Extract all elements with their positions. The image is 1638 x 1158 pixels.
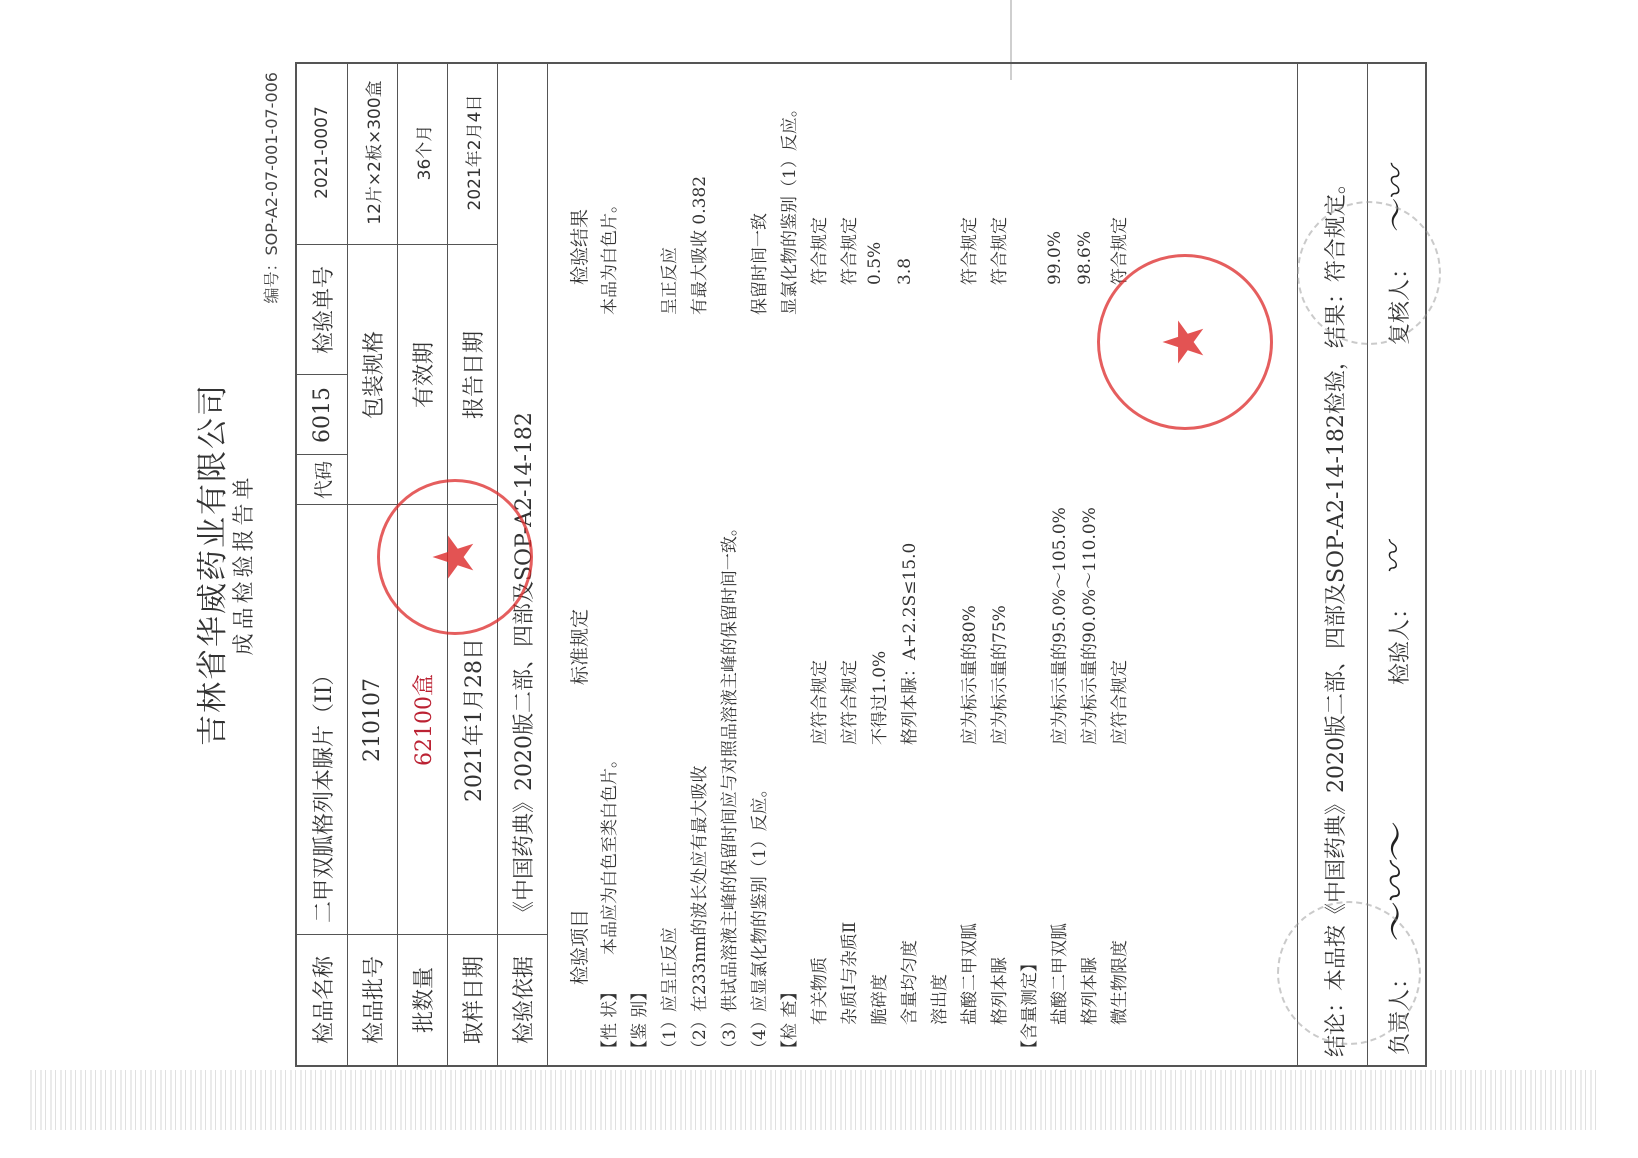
id4-result: 显氯化物的鉴别（1）反应。 — [780, 100, 800, 315]
micro-standard: 应符合规定 — [1110, 660, 1130, 745]
doc-number: 编号：SOP-A2-07-001-07-006 — [262, 72, 281, 304]
related-result: 符合规定 — [810, 217, 830, 285]
metformin-dissolution-result: 符合规定 — [960, 217, 980, 285]
glib-dissolution-label: 格列本脲 — [990, 957, 1010, 1025]
report-date-label: 报告日期 — [461, 331, 487, 420]
basis-label: 检验依据 — [511, 956, 537, 1045]
impurity-label: 杂质Ⅰ与杂质Ⅱ — [840, 921, 860, 1025]
glib-assay-result: 98.6% — [1075, 230, 1095, 285]
product-name-label: 检品名称 — [311, 956, 337, 1045]
related-standard: 应符合规定 — [810, 660, 830, 745]
basis: 《中国药典》2020版二部、四部及SOP-A2-14-182 — [511, 412, 537, 923]
responsible-label: 负责人： — [1388, 966, 1413, 1055]
product-name: 二甲双胍格列本脲片（II） — [311, 663, 337, 923]
inspector-signature: 〰 — [1375, 542, 1413, 575]
conclusion: 结论：本品按《中国药典》2020版二部、四部及SOP-A2-14-182检验，结果：符合规定。 — [1324, 172, 1349, 1057]
character-label: 【性 状】 — [600, 983, 620, 1057]
red-seal-top: ★ — [377, 479, 533, 635]
assay-label: 【含量测定】 — [1020, 955, 1040, 1057]
gray-seal-left — [1277, 901, 1421, 1045]
code-label: 代码 — [312, 461, 335, 500]
validity: 36个月 — [414, 124, 435, 181]
related-label: 有关物质 — [810, 957, 830, 1025]
column-item: 检验项目 — [569, 908, 591, 985]
id1: （1）应呈正反应 — [660, 927, 680, 1057]
uniformity-label: 含量均匀度 — [900, 940, 920, 1025]
batch-no-label: 检品批号 — [361, 956, 387, 1045]
report-no: 2021-0007 — [312, 106, 332, 199]
report-no-label: 检验单号 — [311, 266, 337, 355]
report-title: 成品检验报告单 — [232, 473, 257, 656]
sampling-date-label: 取样日期 — [461, 956, 487, 1045]
gray-seal-right — [1297, 201, 1441, 345]
report-table — [295, 62, 1427, 1067]
character-result: 本品为白色片。 — [600, 196, 620, 315]
micro-result: 符合规定 — [1110, 217, 1130, 285]
reviewer-signature: 〜〰 — [1377, 167, 1417, 235]
glib-dissolution-result: 符合规定 — [990, 217, 1010, 285]
uniformity-result: 3.8 — [895, 257, 915, 285]
code: 6015 — [309, 387, 335, 443]
metformin-assay-result: 99.0% — [1045, 230, 1065, 285]
id1-result: 呈正反应 — [660, 247, 680, 315]
dissolution-label: 溶出度 — [930, 974, 950, 1025]
micro-label: 微生物限度 — [1110, 940, 1130, 1025]
column-standard: 标准规定 — [569, 608, 591, 685]
impurity-standard: 应符合规定 — [840, 660, 860, 745]
report-date: 2021年2月4日 — [464, 94, 485, 211]
check-label: 【检 查】 — [780, 983, 800, 1057]
friability-label: 脆碎度 — [870, 974, 890, 1025]
glib-assay-standard: 应为标示量的90.0%～110.0% — [1080, 507, 1100, 745]
impurity-result: 符合规定 — [840, 217, 860, 285]
inspection-report — [187, 62, 1432, 1067]
red-seal-quality: ★ — [1097, 254, 1273, 430]
id2: （2）在233nm的波长处应有最大吸收 — [690, 765, 710, 1057]
package: 12片×2板×300盒 — [364, 80, 385, 225]
glib-dissolution-standard: 应为标示量的75% — [990, 605, 1010, 745]
uniformity-standard: 格列本脲：A+2.2S≤15.0 — [900, 542, 920, 745]
quantity-label: 批数量 — [411, 967, 437, 1034]
validity-label: 有效期 — [411, 342, 437, 409]
company-name: 吉林省华威药业有限公司 — [195, 383, 231, 746]
character-standard: 本品应为白色至类白色片。 — [600, 751, 620, 955]
sampling-date: 2021年1月28日 — [461, 638, 487, 802]
identification-label: 【鉴 别】 — [630, 983, 650, 1057]
metformin-assay-label: 盐酸二甲双胍 — [1050, 923, 1070, 1025]
metformin-dissolution-label: 盐酸二甲双胍 — [960, 923, 980, 1025]
responsible-signature: 〜〰〜 — [1374, 825, 1420, 945]
id2-result: 有最大吸收 0.382 — [690, 175, 710, 315]
id4: （4）应显氯化物的鉴别（1）反应。 — [750, 780, 770, 1057]
id3-result: 保留时间一致 — [750, 213, 770, 315]
friability-standard: 不得过1.0% — [870, 650, 890, 745]
scan-noise-strip — [30, 1070, 1600, 1130]
glib-assay-label: 格列本脲 — [1080, 957, 1100, 1025]
column-result: 检验结果 — [569, 208, 591, 285]
friability-result: 0.5% — [865, 241, 885, 285]
reviewer-label: 复核人： — [1388, 256, 1413, 345]
package-label: 包装规格 — [361, 331, 387, 420]
quantity: 62100盒 — [411, 674, 437, 766]
inspector-label: 检验人： — [1388, 596, 1413, 685]
metformin-dissolution-standard: 应为标示量的80% — [960, 605, 980, 745]
metformin-assay-standard: 应为标示量的95.0%～105.0% — [1050, 507, 1070, 745]
id3: （3）供试品溶液主峰的保留时间应与对照品溶液主峰的保留时间一致。 — [720, 519, 740, 1057]
batch-no: 210107 — [359, 678, 385, 762]
